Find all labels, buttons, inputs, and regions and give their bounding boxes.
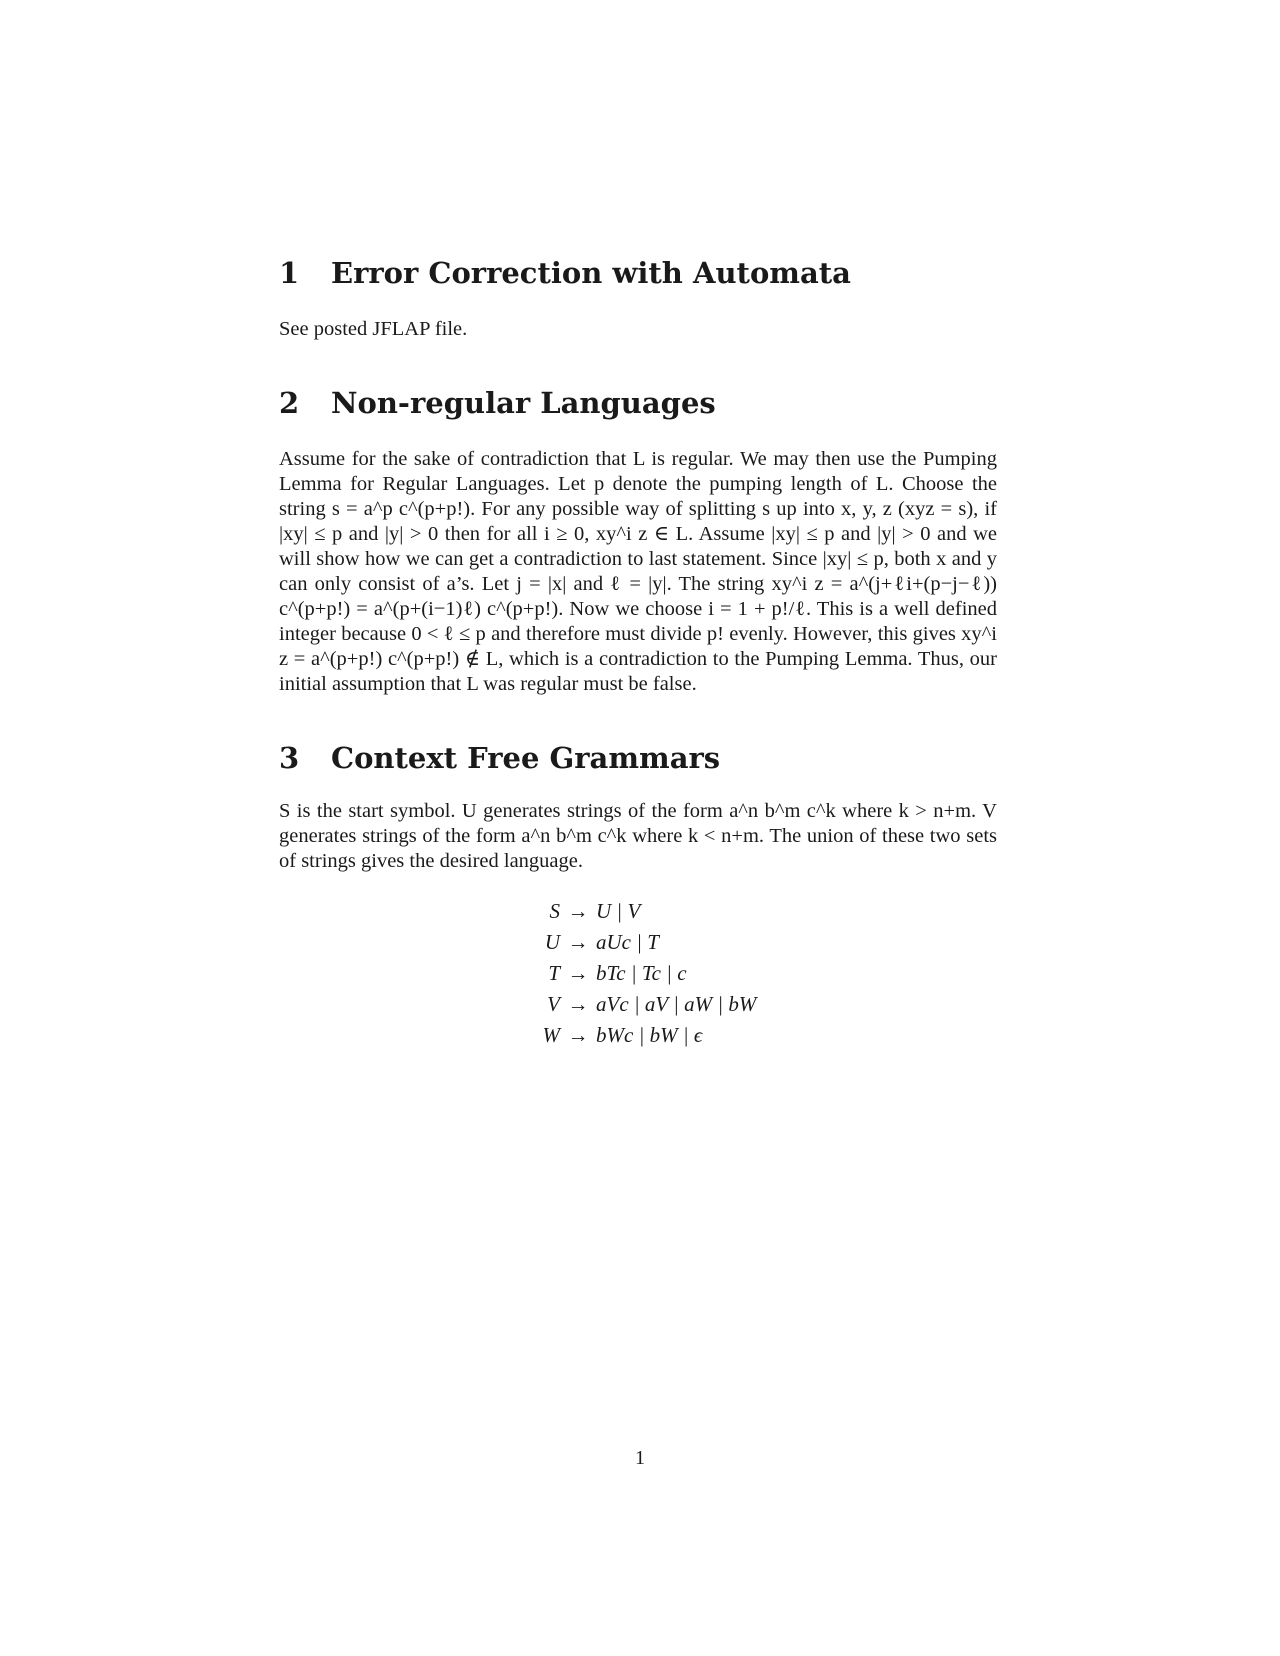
section-2-body: Assume for the sake of contradiction that L is regular. We may then use the Pumping Lemma for Regular Languages. Let p denote the pumping length of L. Choose the string s = a^p c^(p+p!). For any possible way of splitting s up into x, y, z (xyz = s), if |xy| ≤ p and |y| > 0 then for all i ≥ 0, xy^i z ∈ L. Assume |xy| ≤ p and |y| > 0 and we will show how we can get a contradiction to last statement. Since |xy| ≤ p, both x and y can only consist of a’s. Let j = |x| and ℓ = |y|. The string xy^i z = a^(j+ℓi+(p−j−ℓ)) c^(p+p!) = a^(p+(i−1)ℓ) c^(p+p!). Now we choose i = 1 + p!/ℓ. This is a well defined integer because 0 < ℓ ≤ p and therefore must divide p! evenly. However, this gives xy^i z = a^(p+p!) c^(p+p!) ∉ L, which is a contradiction to the Pumping Lemma. Thus, our initial assumption that L was regular must be false. [279,447,997,695]
grammar-rule [520,989,997,1020]
grammar-rule [520,958,997,989]
grammar-rule-arrow: → [567,899,589,924]
grammar-rule-arrow: → [567,930,589,955]
section-1-title: Error Correction with Automata [331,256,851,290]
grammar-rule-rhs: aUc | T [596,930,659,955]
section-1-number: 1 [279,256,300,290]
grammar-rule-lhs: S [549,899,560,924]
grammar-rule-lhs: U [544,930,560,955]
grammar-rule [520,1020,997,1051]
grammar-rule-lhs: T [548,961,560,986]
grammar-rule-arrow: → [567,992,589,1017]
grammar-rule-rhs: aVc | aV | aW | bW [596,992,757,1017]
section-2-number: 2 [279,385,300,420]
grammar-rule [520,927,997,958]
grammar-rule-lhs: V [547,992,560,1017]
grammar-rule-rhs: U | V [596,899,641,924]
section-3-heading [279,741,997,776]
page-number: 1 [635,1447,645,1469]
grammar-rule [520,896,997,927]
grammar-rule-rhs: bTc | Tc | c [596,961,687,986]
section-1-body: See posted JFLAP file. [279,317,468,340]
section-2-title: Non-regular Languages [331,385,716,420]
grammar-rules [520,896,997,1051]
section-3-title: Context Free Grammars [331,740,721,775]
section-3-body: S is the start symbol. U generates strings of the form a^n b^m c^k where k > n+m. V generates strings of the form a^n b^m c^k where k < n+m. The union of these two sets of strings gives the desired language. [279,800,997,873]
section-1-heading [279,256,997,291]
section-2-heading [279,386,997,421]
document-content [279,250,997,1051]
section-3-number: 3 [279,740,300,775]
grammar-rule-lhs: W [542,1023,560,1048]
grammar-rule-arrow: → [567,961,589,986]
grammar-rule-rhs: bWc | bW | ϵ [596,1023,703,1048]
grammar-rule-arrow: → [567,1023,589,1048]
